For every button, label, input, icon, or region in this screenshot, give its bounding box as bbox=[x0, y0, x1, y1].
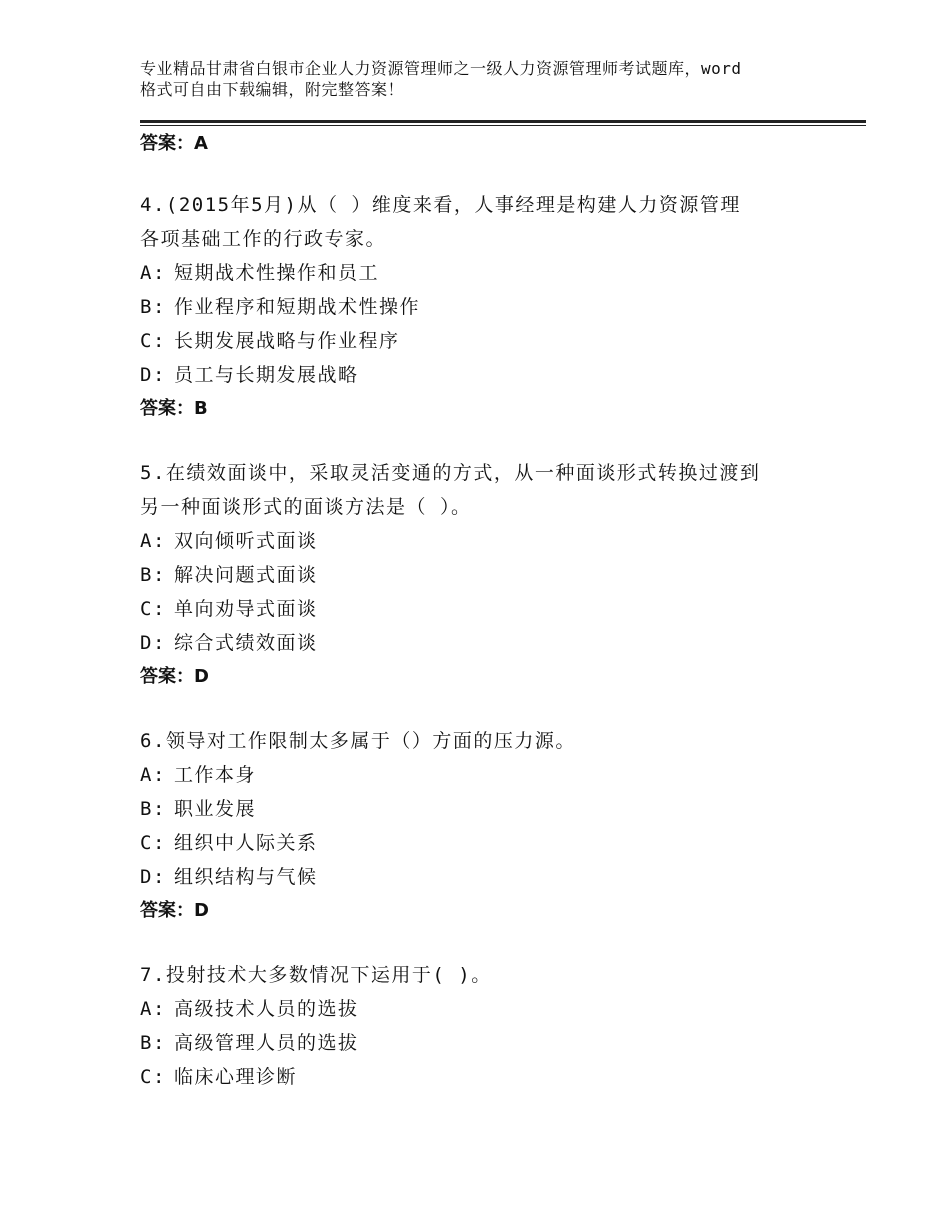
option-text: 短期战术性操作和员工 bbox=[174, 262, 380, 284]
option-text: 单向劝导式面谈 bbox=[174, 598, 318, 620]
option-text: 作业程序和短期战术性操作 bbox=[174, 296, 421, 318]
previous-answer: 答案：A bbox=[140, 133, 208, 154]
option-a bbox=[140, 256, 830, 290]
question-stem-continued: 另一种面谈形式的面谈方法是（ ）。 bbox=[140, 496, 472, 518]
answer-label: 答案：B bbox=[140, 398, 208, 419]
option-text: 高级技术人员的选拔 bbox=[174, 998, 359, 1020]
option-letter: D: bbox=[140, 866, 166, 888]
option-letter: D: bbox=[140, 364, 166, 386]
option-letter: B: bbox=[140, 1032, 166, 1054]
document-body bbox=[140, 130, 830, 1094]
option-letter: A: bbox=[140, 998, 166, 1020]
option-b bbox=[140, 1026, 830, 1060]
option-letter: B: bbox=[140, 798, 166, 820]
option-letter: C: bbox=[140, 1066, 166, 1088]
question-stem: 5.在绩效面谈中，采取灵活变通的方式，从一种面谈形式转换过渡到 bbox=[140, 462, 761, 484]
option-c bbox=[140, 324, 830, 358]
option-letter: C: bbox=[140, 330, 166, 352]
option-a bbox=[140, 992, 830, 1026]
option-text: 双向倾听式面谈 bbox=[174, 530, 318, 552]
option-text: 高级管理人员的选拔 bbox=[174, 1032, 359, 1054]
option-d bbox=[140, 626, 830, 660]
option-b bbox=[140, 290, 830, 324]
option-text: 长期发展战略与作业程序 bbox=[174, 330, 400, 352]
option-b bbox=[140, 558, 830, 592]
option-d bbox=[140, 860, 830, 894]
option-letter: B: bbox=[140, 564, 166, 586]
question-stem: 4.(2015年5月)从（ ）维度来看，人事经理是构建人力资源管理 bbox=[140, 194, 741, 216]
option-letter: A: bbox=[140, 530, 166, 552]
option-c bbox=[140, 1060, 830, 1094]
option-a bbox=[140, 758, 830, 792]
document-header bbox=[140, 58, 830, 100]
option-c bbox=[140, 826, 830, 860]
header-line-2: 格式可自由下载编辑，附完整答案！ bbox=[140, 80, 405, 99]
question-stem-continued: 各项基础工作的行政专家。 bbox=[140, 228, 387, 250]
question-stem: 6.领导对工作限制太多属于（）方面的压力源。 bbox=[140, 730, 576, 752]
option-letter: A: bbox=[140, 262, 166, 284]
question-5 bbox=[140, 456, 830, 694]
header-divider-thin bbox=[140, 125, 866, 126]
option-b bbox=[140, 792, 830, 826]
option-letter: C: bbox=[140, 832, 166, 854]
answer-label: 答案：D bbox=[140, 900, 209, 921]
option-a bbox=[140, 524, 830, 558]
option-letter: C: bbox=[140, 598, 166, 620]
question-7 bbox=[140, 958, 830, 1094]
option-text: 员工与长期发展战略 bbox=[174, 364, 359, 386]
option-text: 组织中人际关系 bbox=[174, 832, 318, 854]
option-text: 解决问题式面谈 bbox=[174, 564, 318, 586]
question-4 bbox=[140, 188, 830, 426]
question-stem: 7.投射技术大多数情况下运用于( )。 bbox=[140, 964, 492, 986]
option-letter: D: bbox=[140, 632, 166, 654]
option-text: 工作本身 bbox=[174, 764, 257, 786]
option-text: 组织结构与气候 bbox=[174, 866, 318, 888]
option-c bbox=[140, 592, 830, 626]
header-divider-thick bbox=[140, 120, 866, 123]
option-text: 临床心理诊断 bbox=[174, 1066, 298, 1088]
option-letter: B: bbox=[140, 296, 166, 318]
option-text: 职业发展 bbox=[174, 798, 257, 820]
header-line-1: 专业精品甘肃省白银市企业人力资源管理师之一级人力资源管理师考试题库，word bbox=[140, 59, 742, 78]
option-letter: A: bbox=[140, 764, 166, 786]
answer-label: 答案：D bbox=[140, 666, 209, 687]
option-d bbox=[140, 358, 830, 392]
question-6 bbox=[140, 724, 830, 928]
option-text: 综合式绩效面谈 bbox=[174, 632, 318, 654]
